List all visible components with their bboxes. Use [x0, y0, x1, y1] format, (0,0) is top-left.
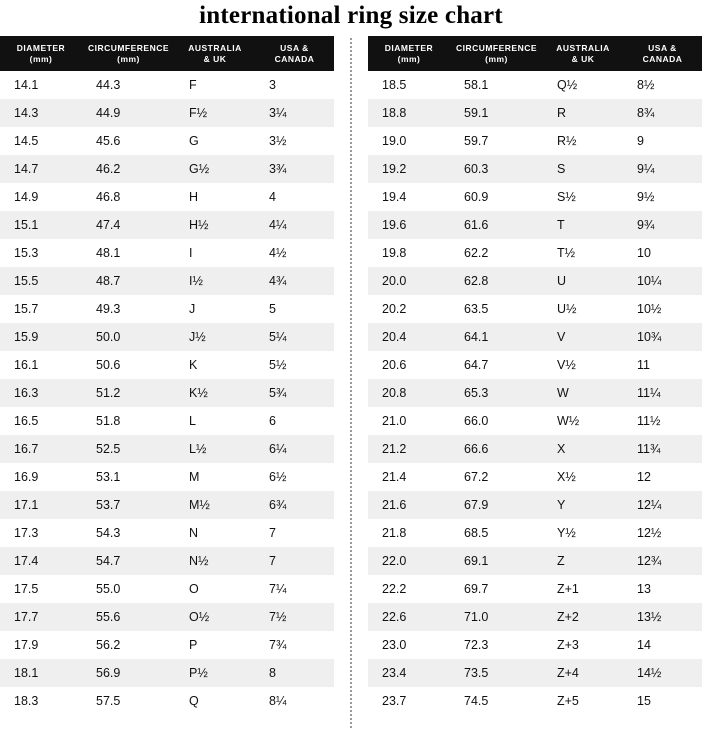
cell-diameter: 14.3	[0, 99, 82, 127]
cell-usa-canada: 3¼	[255, 99, 334, 127]
cell-diameter: 15.3	[0, 239, 82, 267]
dotted-line	[350, 38, 352, 728]
column-header-usa-canada	[623, 36, 702, 71]
cell-diameter: 16.9	[0, 463, 82, 491]
table-row	[368, 575, 702, 603]
column-header-diameter	[0, 36, 82, 71]
column-header-line2: (mm)	[117, 53, 140, 64]
cell-australia-uk: Z+5	[543, 687, 623, 715]
table-row	[0, 435, 334, 463]
cell-circumference: 45.6	[82, 127, 175, 155]
column-header-line2: (mm)	[29, 53, 53, 64]
cell-usa-canada: 7	[255, 547, 334, 575]
cell-diameter: 18.8	[368, 99, 450, 127]
table-row	[368, 211, 702, 239]
header-row	[0, 36, 334, 71]
cell-australia-uk: W	[543, 379, 623, 407]
cell-diameter: 17.3	[0, 519, 82, 547]
cell-circumference: 66.0	[450, 407, 543, 435]
left-table-head	[0, 36, 334, 71]
table-row	[0, 183, 334, 211]
cell-circumference: 68.5	[450, 519, 543, 547]
page-title: international ring size chart	[199, 2, 503, 29]
cell-circumference: 69.7	[450, 575, 543, 603]
column-header-line1: USA &	[280, 43, 309, 53]
table-row	[0, 603, 334, 631]
cell-circumference: 56.9	[82, 659, 175, 687]
cell-diameter: 15.7	[0, 295, 82, 323]
cell-australia-uk: U	[543, 267, 623, 295]
cell-australia-uk: O	[175, 575, 255, 603]
cell-circumference: 46.8	[82, 183, 175, 211]
cell-australia-uk: M½	[175, 491, 255, 519]
cell-australia-uk: S½	[543, 183, 623, 211]
table-row	[368, 659, 702, 687]
cell-usa-canada: 8	[255, 659, 334, 687]
table-row	[368, 183, 702, 211]
cell-usa-canada: 10¼	[623, 267, 702, 295]
cell-usa-canada: 10½	[623, 295, 702, 323]
cell-australia-uk: Y½	[543, 519, 623, 547]
cell-diameter: 22.6	[368, 603, 450, 631]
column-header-line1: DIAMETER	[384, 43, 434, 53]
cell-australia-uk: O½	[175, 603, 255, 631]
cell-usa-canada: 3¾	[255, 155, 334, 183]
cell-australia-uk: J½	[175, 323, 255, 351]
cell-circumference: 46.2	[82, 155, 175, 183]
column-header-line1: CIRCUMFERENCE	[455, 43, 538, 53]
cell-usa-canada: 10¾	[623, 323, 702, 351]
cell-diameter: 23.0	[368, 631, 450, 659]
cell-diameter: 23.4	[368, 659, 450, 687]
cell-australia-uk: K	[175, 351, 255, 379]
column-header-diameter	[368, 36, 450, 71]
cell-australia-uk: H	[175, 183, 255, 211]
table-row	[368, 267, 702, 295]
column-header-line1: USA &	[648, 43, 677, 53]
cell-diameter: 21.2	[368, 435, 450, 463]
right-size-table	[368, 36, 702, 715]
cell-australia-uk: J	[175, 295, 255, 323]
table-row	[368, 603, 702, 631]
cell-circumference: 57.5	[82, 687, 175, 715]
cell-circumference: 52.5	[82, 435, 175, 463]
cell-australia-uk: V	[543, 323, 623, 351]
cell-australia-uk: T½	[543, 239, 623, 267]
cell-diameter: 16.5	[0, 407, 82, 435]
cell-australia-uk: S	[543, 155, 623, 183]
table-row	[0, 323, 334, 351]
cell-circumference: 64.1	[450, 323, 543, 351]
table-row	[368, 351, 702, 379]
cell-circumference: 48.7	[82, 267, 175, 295]
cell-usa-canada: 6¼	[255, 435, 334, 463]
cell-circumference: 64.7	[450, 351, 543, 379]
cell-usa-canada: 13½	[623, 603, 702, 631]
cell-usa-canada: 5¾	[255, 379, 334, 407]
cell-circumference: 60.3	[450, 155, 543, 183]
left-table-body	[0, 71, 334, 715]
cell-circumference: 60.9	[450, 183, 543, 211]
column-header-line2: CANADA	[642, 53, 683, 64]
cell-australia-uk: F	[175, 71, 255, 99]
cell-usa-canada: 7¾	[255, 631, 334, 659]
cell-usa-canada: 12¼	[623, 491, 702, 519]
cell-australia-uk: P	[175, 631, 255, 659]
cell-usa-canada: 11	[623, 351, 702, 379]
cell-usa-canada: 3½	[255, 127, 334, 155]
cell-circumference: 63.5	[450, 295, 543, 323]
table-row	[368, 631, 702, 659]
table-row	[0, 687, 334, 715]
cell-australia-uk: K½	[175, 379, 255, 407]
table-row	[368, 519, 702, 547]
cell-usa-canada: 5½	[255, 351, 334, 379]
table-row	[368, 491, 702, 519]
table-row	[368, 547, 702, 575]
column-header-line2: & UK	[571, 53, 595, 64]
cell-australia-uk: T	[543, 211, 623, 239]
cell-diameter: 19.4	[368, 183, 450, 211]
cell-usa-canada: 12¾	[623, 547, 702, 575]
table-row	[0, 407, 334, 435]
cell-diameter: 22.0	[368, 547, 450, 575]
cell-usa-canada: 9	[623, 127, 702, 155]
cell-circumference: 61.6	[450, 211, 543, 239]
cell-diameter: 14.1	[0, 71, 82, 99]
cell-usa-canada: 4¾	[255, 267, 334, 295]
cell-circumference: 73.5	[450, 659, 543, 687]
cell-usa-canada: 11¼	[623, 379, 702, 407]
tables-container	[0, 36, 702, 728]
table-row	[0, 127, 334, 155]
cell-diameter: 20.2	[368, 295, 450, 323]
cell-diameter: 17.7	[0, 603, 82, 631]
cell-usa-canada: 6¾	[255, 491, 334, 519]
cell-usa-canada: 9¼	[623, 155, 702, 183]
column-header-australia-uk	[543, 36, 623, 71]
table-row	[0, 379, 334, 407]
cell-usa-canada: 14½	[623, 659, 702, 687]
table-row	[368, 463, 702, 491]
cell-usa-canada: 7¼	[255, 575, 334, 603]
column-header-usa-canada	[255, 36, 334, 71]
cell-circumference: 44.9	[82, 99, 175, 127]
cell-circumference: 69.1	[450, 547, 543, 575]
cell-diameter: 19.0	[368, 127, 450, 155]
cell-australia-uk: L	[175, 407, 255, 435]
cell-circumference: 47.4	[82, 211, 175, 239]
left-table-wrap	[0, 36, 334, 715]
cell-diameter: 21.4	[368, 463, 450, 491]
cell-circumference: 55.0	[82, 575, 175, 603]
table-row	[0, 351, 334, 379]
cell-australia-uk: R½	[543, 127, 623, 155]
cell-circumference: 50.0	[82, 323, 175, 351]
cell-usa-canada: 7½	[255, 603, 334, 631]
cell-usa-canada: 14	[623, 631, 702, 659]
cell-diameter: 21.6	[368, 491, 450, 519]
cell-usa-canada: 5¼	[255, 323, 334, 351]
cell-australia-uk: I	[175, 239, 255, 267]
cell-circumference: 53.1	[82, 463, 175, 491]
cell-circumference: 71.0	[450, 603, 543, 631]
cell-australia-uk: G	[175, 127, 255, 155]
cell-diameter: 14.7	[0, 155, 82, 183]
cell-diameter: 21.8	[368, 519, 450, 547]
cell-usa-canada: 4½	[255, 239, 334, 267]
cell-diameter: 15.9	[0, 323, 82, 351]
cell-australia-uk: G½	[175, 155, 255, 183]
cell-usa-canada: 6½	[255, 463, 334, 491]
table-row	[368, 99, 702, 127]
cell-circumference: 59.7	[450, 127, 543, 155]
cell-diameter: 17.5	[0, 575, 82, 603]
table-row	[0, 211, 334, 239]
cell-circumference: 54.7	[82, 547, 175, 575]
cell-australia-uk: V½	[543, 351, 623, 379]
cell-circumference: 72.3	[450, 631, 543, 659]
table-row	[0, 659, 334, 687]
cell-usa-canada: 11¾	[623, 435, 702, 463]
column-header-line1: AUSTRALIA	[556, 43, 610, 53]
cell-australia-uk: Q½	[543, 71, 623, 99]
cell-diameter: 20.8	[368, 379, 450, 407]
table-row	[368, 239, 702, 267]
cell-diameter: 21.0	[368, 407, 450, 435]
cell-usa-canada: 13	[623, 575, 702, 603]
cell-australia-uk: M	[175, 463, 255, 491]
left-size-table	[0, 36, 334, 715]
cell-circumference: 56.2	[82, 631, 175, 659]
table-row	[368, 127, 702, 155]
cell-usa-canada: 10	[623, 239, 702, 267]
table-row	[368, 295, 702, 323]
cell-australia-uk: U½	[543, 295, 623, 323]
cell-usa-canada: 9¾	[623, 211, 702, 239]
right-table-body	[368, 71, 702, 715]
column-header-line2: (mm)	[485, 53, 508, 64]
cell-australia-uk: P½	[175, 659, 255, 687]
cell-australia-uk: Z+4	[543, 659, 623, 687]
cell-australia-uk: Z+2	[543, 603, 623, 631]
cell-diameter: 20.4	[368, 323, 450, 351]
cell-diameter: 18.1	[0, 659, 82, 687]
cell-australia-uk: Q	[175, 687, 255, 715]
cell-diameter: 16.3	[0, 379, 82, 407]
cell-circumference: 55.6	[82, 603, 175, 631]
cell-circumference: 48.1	[82, 239, 175, 267]
cell-circumference: 62.8	[450, 267, 543, 295]
cell-circumference: 54.3	[82, 519, 175, 547]
table-row	[0, 99, 334, 127]
table-row	[0, 575, 334, 603]
cell-australia-uk: X½	[543, 463, 623, 491]
cell-diameter: 17.1	[0, 491, 82, 519]
column-header-australia-uk	[175, 36, 255, 71]
column-header-line1: AUSTRALIA	[188, 43, 242, 53]
table-row	[0, 491, 334, 519]
cell-australia-uk: L½	[175, 435, 255, 463]
cell-circumference: 49.3	[82, 295, 175, 323]
cell-circumference: 74.5	[450, 687, 543, 715]
cell-australia-uk: Z	[543, 547, 623, 575]
column-header-line2: CANADA	[274, 53, 315, 64]
cell-diameter: 15.5	[0, 267, 82, 295]
column-header-circumference	[82, 36, 175, 71]
cell-australia-uk: R	[543, 99, 623, 127]
cell-circumference: 67.2	[450, 463, 543, 491]
cell-australia-uk: Z+1	[543, 575, 623, 603]
cell-circumference: 50.6	[82, 351, 175, 379]
cell-diameter: 23.7	[368, 687, 450, 715]
cell-usa-canada: 4	[255, 183, 334, 211]
cell-usa-canada: 15	[623, 687, 702, 715]
cell-circumference: 62.2	[450, 239, 543, 267]
cell-usa-canada: 8½	[623, 71, 702, 99]
cell-circumference: 59.1	[450, 99, 543, 127]
cell-diameter: 22.2	[368, 575, 450, 603]
cell-circumference: 51.2	[82, 379, 175, 407]
cell-usa-canada: 3	[255, 71, 334, 99]
cell-usa-canada: 7	[255, 519, 334, 547]
vertical-dotted-divider	[334, 36, 368, 728]
cell-australia-uk: I½	[175, 267, 255, 295]
cell-australia-uk: N½	[175, 547, 255, 575]
table-row	[0, 547, 334, 575]
cell-usa-canada: 4¼	[255, 211, 334, 239]
cell-diameter: 17.9	[0, 631, 82, 659]
table-row	[0, 631, 334, 659]
cell-circumference: 65.3	[450, 379, 543, 407]
cell-circumference: 44.3	[82, 71, 175, 99]
table-row	[0, 519, 334, 547]
cell-diameter: 17.4	[0, 547, 82, 575]
table-row	[0, 239, 334, 267]
cell-diameter: 19.8	[368, 239, 450, 267]
table-row	[368, 71, 702, 99]
cell-diameter: 16.1	[0, 351, 82, 379]
cell-usa-canada: 6	[255, 407, 334, 435]
cell-australia-uk: F½	[175, 99, 255, 127]
table-row	[0, 155, 334, 183]
cell-diameter: 19.2	[368, 155, 450, 183]
cell-usa-canada: 11½	[623, 407, 702, 435]
cell-australia-uk: N	[175, 519, 255, 547]
column-header-line2: (mm)	[397, 53, 421, 64]
cell-australia-uk: Z+3	[543, 631, 623, 659]
cell-diameter: 15.1	[0, 211, 82, 239]
cell-usa-canada: 12½	[623, 519, 702, 547]
cell-diameter: 16.7	[0, 435, 82, 463]
cell-circumference: 58.1	[450, 71, 543, 99]
table-row	[0, 71, 334, 99]
table-row	[0, 267, 334, 295]
table-row	[0, 463, 334, 491]
table-row	[368, 323, 702, 351]
table-row	[0, 295, 334, 323]
cell-diameter: 14.9	[0, 183, 82, 211]
column-header-circumference	[450, 36, 543, 71]
table-row	[368, 435, 702, 463]
cell-diameter: 18.5	[368, 71, 450, 99]
cell-circumference: 66.6	[450, 435, 543, 463]
table-row	[368, 407, 702, 435]
cell-circumference: 51.8	[82, 407, 175, 435]
cell-diameter: 19.6	[368, 211, 450, 239]
table-row	[368, 687, 702, 715]
cell-usa-canada: 9½	[623, 183, 702, 211]
cell-usa-canada: 12	[623, 463, 702, 491]
cell-circumference: 67.9	[450, 491, 543, 519]
right-table-wrap	[368, 36, 702, 715]
cell-australia-uk: W½	[543, 407, 623, 435]
cell-usa-canada: 5	[255, 295, 334, 323]
cell-australia-uk: H½	[175, 211, 255, 239]
column-header-line2: & UK	[203, 53, 227, 64]
right-table-head	[368, 36, 702, 71]
cell-circumference: 53.7	[82, 491, 175, 519]
cell-diameter: 14.5	[0, 127, 82, 155]
cell-australia-uk: Y	[543, 491, 623, 519]
cell-diameter: 18.3	[0, 687, 82, 715]
column-header-line1: DIAMETER	[16, 43, 66, 53]
header-row	[368, 36, 702, 71]
column-header-line1: CIRCUMFERENCE	[87, 43, 170, 53]
table-row	[368, 155, 702, 183]
table-row	[368, 379, 702, 407]
cell-usa-canada: 8¾	[623, 99, 702, 127]
cell-diameter: 20.0	[368, 267, 450, 295]
cell-diameter: 20.6	[368, 351, 450, 379]
cell-usa-canada: 8¼	[255, 687, 334, 715]
cell-australia-uk: X	[543, 435, 623, 463]
